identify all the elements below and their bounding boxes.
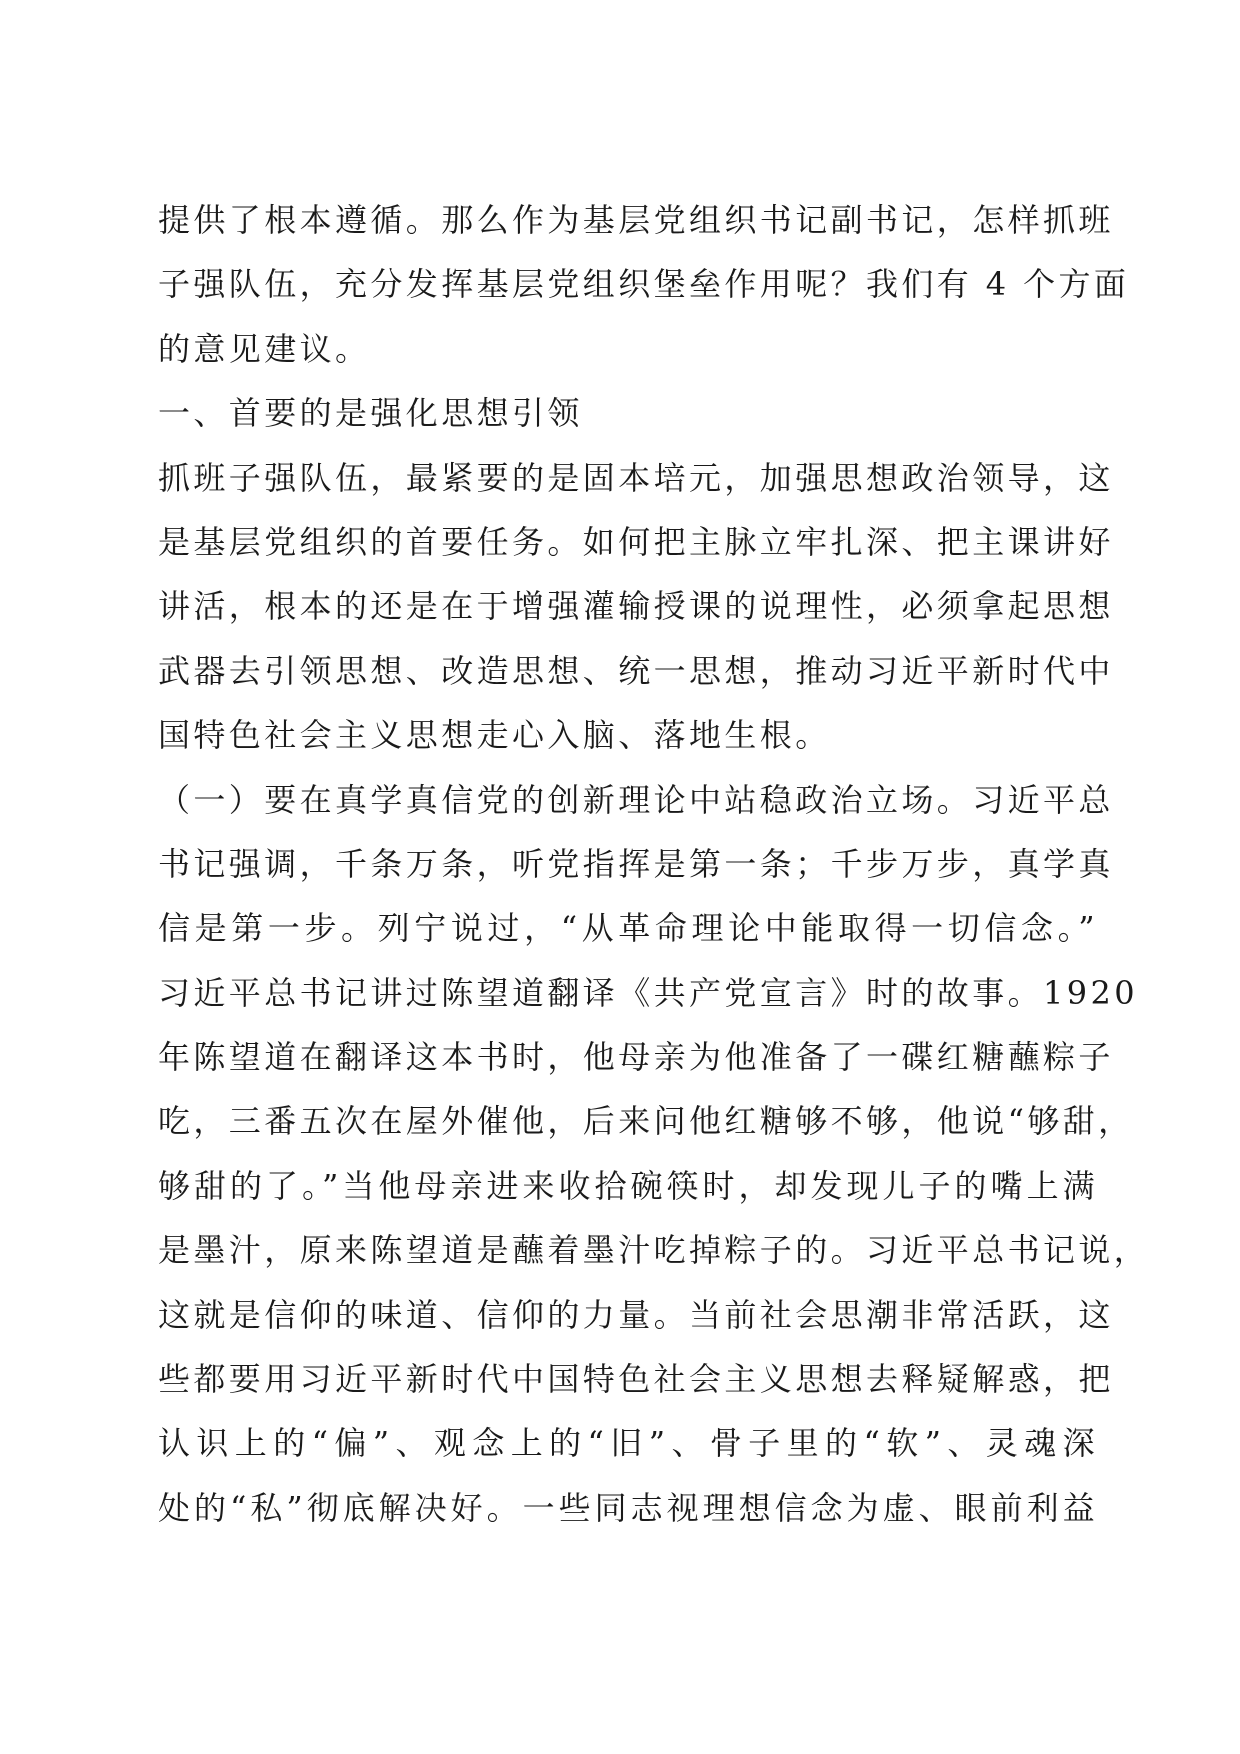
text-line: 认识上的“偏”、观念上的“旧”、骨子里的“软”、灵魂深 — [158, 1424, 1098, 1463]
text-line: 够甜的了。”当他母亲进来收拾碗筷时，却发现儿子的嘴上满 — [158, 1166, 1098, 1205]
subsection-heading: （一）要在真学真信党的创新理论中站稳政治立场。习近平总 — [158, 780, 1114, 819]
body-text — [158, 188, 1150, 1540]
text-line: 书记强调，千条万条，听党指挥是第一条；千步万步，真学真 — [158, 844, 1114, 883]
text-line: 这就是信仰的味道、信仰的力量。当前社会思潮非常活跃，这 — [158, 1295, 1114, 1334]
text-line: 的意见建议。 — [158, 329, 371, 368]
text-line: 些都要用习近平新时代中国特色社会主义思想去释疑解惑，把 — [158, 1360, 1114, 1399]
text-line: 抓班子强队伍，最紧要的是固本培元，加强思想政治领导，这 — [158, 458, 1114, 497]
text-line: 提供了根本遵循。那么作为基层党组织书记副书记，怎样抓班 — [158, 201, 1114, 239]
text-line: 国特色社会主义思想走心入脑、落地生根。 — [158, 716, 831, 755]
text-line: 处的“私”彻底解决好。一些同志视理想信念为虚、眼前利益 — [158, 1488, 1098, 1527]
text-line: 吃，三番五次在屋外催他，后来问他红糖够不够，他说“够甜， — [158, 1102, 1134, 1141]
section-heading: 一、首要的是强化思想引领 — [158, 394, 583, 433]
text-line: 讲活，根本的还是在于增强灌输授课的说理性，必须拿起思想 — [158, 587, 1114, 626]
text-line: 信是第一步。列宁说过，“从革命理论中能取得一切信念。” — [158, 909, 1098, 948]
text-line: 是基层党组织的首要任务。如何把主脉立牢扎深、把主课讲好 — [158, 522, 1114, 561]
text-line: 武器去引领思想、改造思想、统一思想，推动习近平新时代中 — [158, 651, 1114, 690]
text-line: 习近平总书记讲过陈望道翻译《共产党宣言》时的故事。1920 — [158, 973, 1139, 1012]
text-line: 子强队伍，充分发挥基层党组织堡垒作用呢？我们有 4 个方面 — [158, 265, 1130, 304]
text-line: 是墨汁，原来陈望道是蘸着墨汁吃掉粽子的。习近平总书记说， — [158, 1231, 1150, 1270]
text-line: 年陈望道在翻译这本书时，他母亲为他准备了一碟红糖蘸粽子 — [158, 1038, 1114, 1077]
